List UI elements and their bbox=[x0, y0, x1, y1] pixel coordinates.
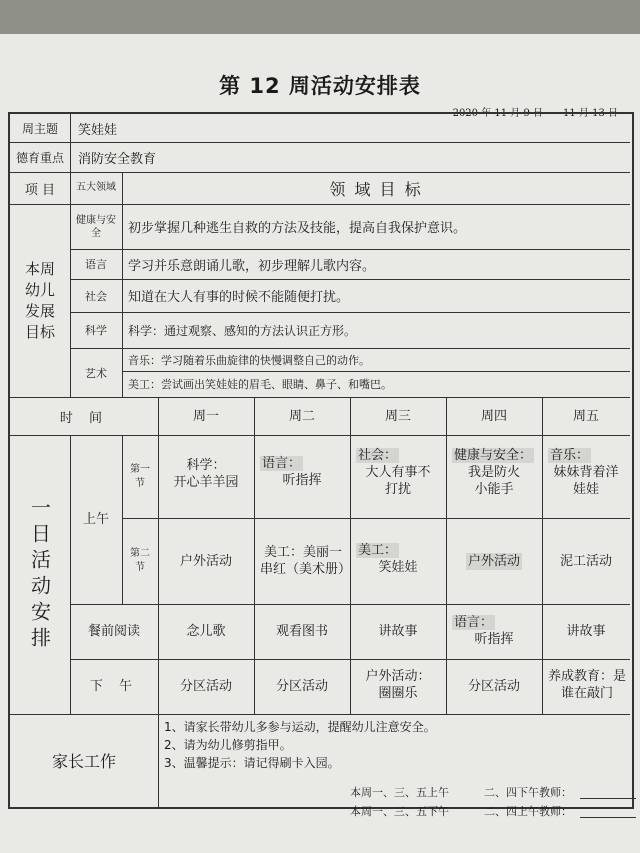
mon-meal: 念儿歌 bbox=[186, 624, 226, 639]
day-wed: 周三 bbox=[384, 408, 411, 424]
thu-meal-subject: 语言： bbox=[454, 615, 494, 630]
mon-p2: 户外活动 bbox=[179, 553, 232, 569]
page-title: 第 12 周活动安排表 bbox=[219, 74, 421, 98]
wed-p1 bbox=[350, 435, 446, 518]
goal-art-craft: 美工：尝试画出笑娃娃的眉毛、眼睛、鼻子、和嘴巴。 bbox=[128, 378, 392, 391]
goal-social: 知道在大人有事的时候不能随便打扰。 bbox=[128, 290, 350, 305]
signature-line bbox=[580, 817, 636, 818]
tue-meal: 观看图书 bbox=[275, 624, 328, 639]
grid-line bbox=[158, 714, 159, 807]
grid-line bbox=[70, 204, 71, 397]
parents-item: 3、温馨提示：请记得刷卡入园。 bbox=[164, 756, 340, 770]
field-social: 社会 bbox=[85, 289, 107, 303]
daily-schedule-label: 一日活动安排 bbox=[27, 496, 52, 653]
tue-p1 bbox=[254, 435, 350, 518]
fri-pm-activity: 养成教育：是谁在敲门 bbox=[548, 669, 627, 701]
parents-item: 1、请家长带幼儿多参与运动，提醒幼儿注意安全。 bbox=[164, 720, 436, 734]
fri-p1-subject: 音乐： bbox=[550, 448, 590, 463]
day-mon: 周一 bbox=[192, 408, 219, 424]
thu-p1-subject: 健康与安全： bbox=[454, 448, 533, 463]
fri-p1 bbox=[542, 435, 630, 518]
grid-line bbox=[122, 435, 123, 604]
grid-line bbox=[70, 114, 71, 204]
thu-pm: 分区活动 bbox=[467, 679, 520, 694]
period1-label: 第一节 bbox=[130, 463, 150, 489]
fri-pm bbox=[542, 659, 630, 714]
parents-item: 2、请为幼儿修剪指甲。 bbox=[164, 738, 292, 752]
morning-label: 上午 bbox=[82, 512, 109, 527]
theme-label: 周主题 bbox=[21, 121, 58, 136]
day-thu: 周四 bbox=[480, 408, 507, 424]
meal-reading-label: 餐前阅读 bbox=[87, 624, 140, 639]
afternoon-label: 下 午 bbox=[89, 679, 139, 694]
mon-p1 bbox=[158, 435, 254, 518]
wed-pm-activity: 圈圈乐 bbox=[378, 686, 418, 701]
footer-line1-days: 本周一、三、五上午 bbox=[350, 786, 449, 799]
thu-p1-activity: 我是防火小能手 bbox=[467, 465, 520, 497]
field-science: 科学 bbox=[85, 324, 107, 337]
day-tue: 周二 bbox=[288, 408, 315, 424]
footer-line2-teacher: 二、四上午教师： bbox=[484, 805, 572, 818]
goals-header: 领 域 目 标 bbox=[329, 179, 423, 199]
tue-p2: 美工：美丽一串红（美术册） bbox=[260, 545, 352, 577]
five-fields-header: 五大领域 bbox=[76, 182, 116, 193]
field-language: 语言 bbox=[85, 258, 107, 271]
footer-line2-days: 本周一、三、五下午 bbox=[350, 805, 449, 818]
wed-p2-activity: 笑娃娃 bbox=[378, 560, 418, 575]
tue-p1-activity: 听指挥 bbox=[282, 473, 322, 488]
moral-label: 德育重点 bbox=[15, 150, 64, 165]
schedule-table bbox=[8, 112, 634, 809]
theme-value: 笑娃娃 bbox=[78, 122, 118, 138]
wed-meal: 讲故事 bbox=[378, 624, 418, 639]
thu-p2 bbox=[446, 518, 542, 604]
wed-p2 bbox=[350, 518, 446, 604]
parents-label: 家长工作 bbox=[51, 752, 116, 771]
fri-p1-activity: 妹妹背着洋娃娃 bbox=[553, 465, 619, 497]
footer-line1-teacher: 二、四下午教师： bbox=[484, 786, 572, 799]
thu-p1 bbox=[446, 435, 542, 518]
wed-p1-activity: 大人有事不打扰 bbox=[365, 465, 431, 497]
wed-pm-subject: 户外活动： bbox=[365, 669, 431, 684]
weekly-goals-label: 本周幼儿发展目标 bbox=[24, 259, 55, 341]
goal-language: 学习并乐意朗诵儿歌，初步理解儿歌内容。 bbox=[128, 258, 376, 274]
date-range: 2020 年 11 月 9 日——11 月 13 日 bbox=[452, 108, 618, 119]
parents-list bbox=[164, 718, 624, 772]
field-art: 艺术 bbox=[85, 366, 107, 380]
goal-health: 初步掌握几种逃生自救的方法及技能，提高自我保护意识。 bbox=[128, 221, 467, 236]
goal-science: 科学：通过观察、感知的方法认识正方形。 bbox=[128, 323, 357, 338]
fri-meal: 讲故事 bbox=[566, 624, 606, 639]
project-header: 项 目 bbox=[24, 182, 56, 198]
mon-p1-subject: 科学： bbox=[186, 458, 226, 473]
field-health: 健康与安全 bbox=[76, 214, 116, 239]
goal-art-music: 音乐：学习随着乐曲旋律的快慢调整自己的动作。 bbox=[128, 353, 370, 367]
daily-schedule-label-box bbox=[10, 435, 70, 714]
moral-value: 消防安全教育 bbox=[78, 151, 157, 167]
thu-meal bbox=[446, 604, 542, 659]
thu-p2-activity: 户外活动 bbox=[467, 553, 520, 569]
tue-p1-subject: 语言： bbox=[262, 456, 302, 471]
wed-p2-subject: 美工： bbox=[358, 543, 398, 558]
thu-meal-activity: 听指挥 bbox=[474, 632, 514, 647]
time-header: 时 间 bbox=[59, 410, 109, 426]
wed-p1-subject: 社会： bbox=[358, 448, 398, 463]
day-fri: 周五 bbox=[572, 408, 599, 424]
fri-p2: 泥工活动 bbox=[559, 553, 612, 569]
mon-pm: 分区活动 bbox=[179, 679, 232, 694]
mon-p1-activity: 开心羊羊园 bbox=[173, 475, 239, 490]
period2-label: 第二节 bbox=[130, 548, 150, 573]
tue-pm: 分区活动 bbox=[275, 679, 328, 694]
signature-line bbox=[580, 798, 636, 799]
wed-pm bbox=[350, 659, 446, 714]
